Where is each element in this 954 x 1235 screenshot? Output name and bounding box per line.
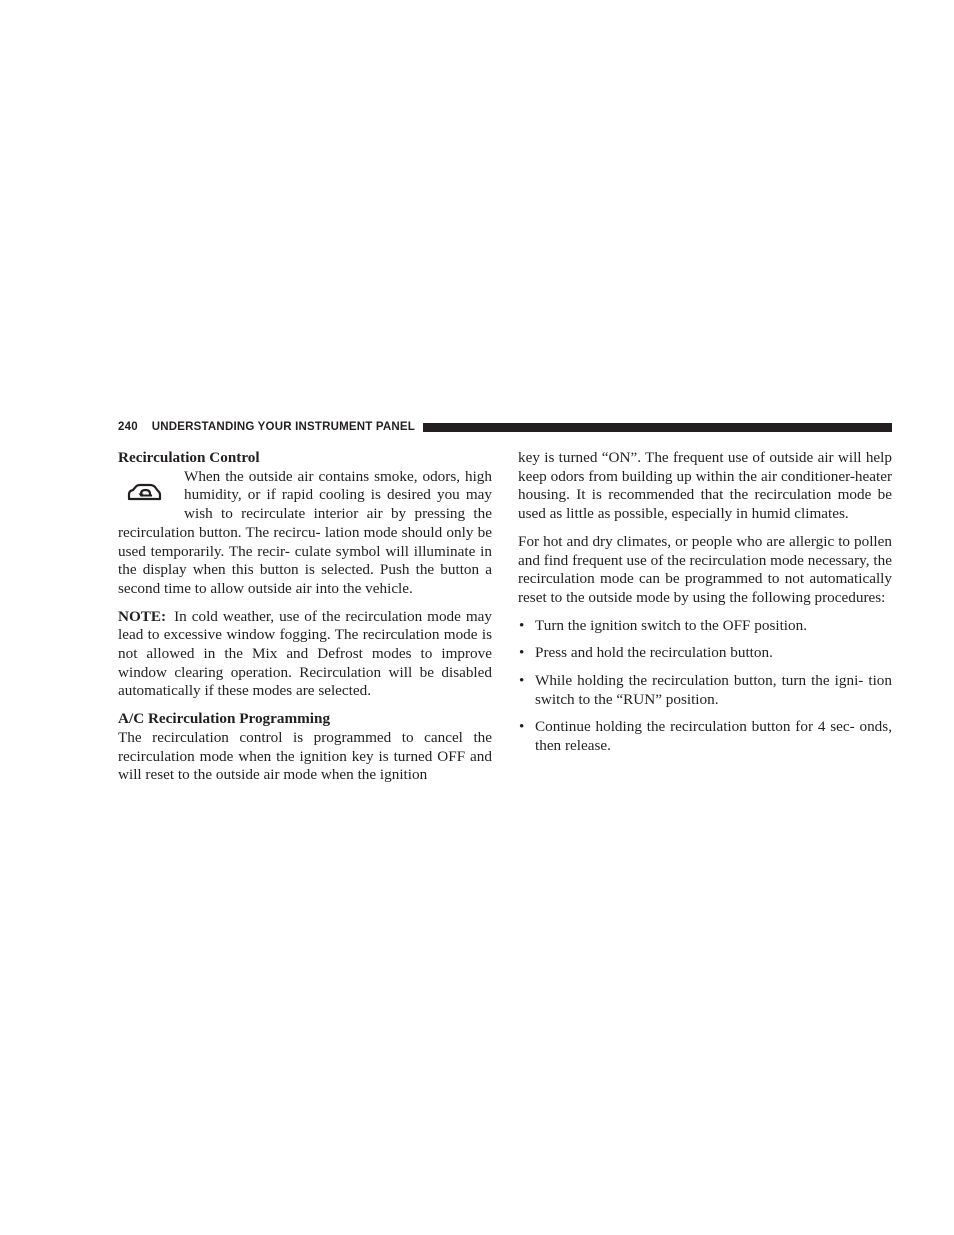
list-item: • Press and hold the recirculation button. — [519, 644, 773, 662]
bullet-icon: • — [519, 616, 525, 634]
list-item: • While holding the recirculation button, turn the igni- tion switch to the “RUN” position. — [519, 672, 892, 708]
programming-heading: A/C Recirculation Programming — [118, 710, 331, 728]
recirculation-paragraph: When the outside air contains smoke, odors, high humidity, or if rapid cooling is desired you may wish to recirculate interior air by pressing the recirculation button. The recircu- lation mode should only be used temporarily. The recir- culate symbol will illuminate in the display when this button is selected. Push the button a second time to allow outside air into the vehicle. — [118, 467, 492, 597]
page-header — [118, 419, 892, 435]
climate-paragraph: For hot and dry climates, or people who are allergic to pollen and find frequent use of the recirculation mode necessary, the recirculation mode can be programmed to not automatically reset to the outside mode by using the following procedures: — [518, 532, 892, 606]
recirculation-icon-container — [118, 468, 184, 524]
left-column — [118, 449, 492, 794]
bullet-icon: • — [519, 718, 525, 736]
continuation-paragraph: key is turned “ON”. The frequent use of outside air will help keep odors from building up within the air conditioner-heater housing. It is recommended that the recirculation mode be used as little as possible, especially in humid climates. — [518, 449, 892, 523]
recirculation-intro — [118, 468, 492, 599]
programming-paragraph: The recirculation control is programmed to cancel the recirculation mode when the ignition key is turned OFF and will reset to the outside air mode when the ignition — [118, 728, 492, 784]
list-item: • Continue holding the recirculation button for 4 sec- onds, then release. — [519, 718, 892, 755]
note-paragraph — [118, 608, 492, 702]
bullet-icon: • — [519, 644, 525, 662]
list-item: • Turn the ignition switch to the OFF position. — [519, 616, 807, 634]
procedure-list — [518, 617, 892, 756]
note-text: In cold weather, use of the recirculation mode may lead to excessive window fogging. The recirculation mode is not allowed in the Mix and Defrost modes to improve window clearing operation. Recirculation will be disabled automatically if these modes are selected. — [118, 607, 492, 700]
recirculation-car-icon — [126, 483, 162, 503]
bullet-icon: • — [519, 672, 525, 690]
page-number: 240 — [118, 421, 138, 433]
section-title: UNDERSTANDING YOUR INSTRUMENT PANEL — [151, 421, 415, 433]
note-label: NOTE: — [118, 607, 167, 625]
right-column — [518, 449, 892, 765]
header-rule — [423, 423, 892, 432]
recirculation-control-heading: Recirculation Control — [118, 449, 260, 466]
